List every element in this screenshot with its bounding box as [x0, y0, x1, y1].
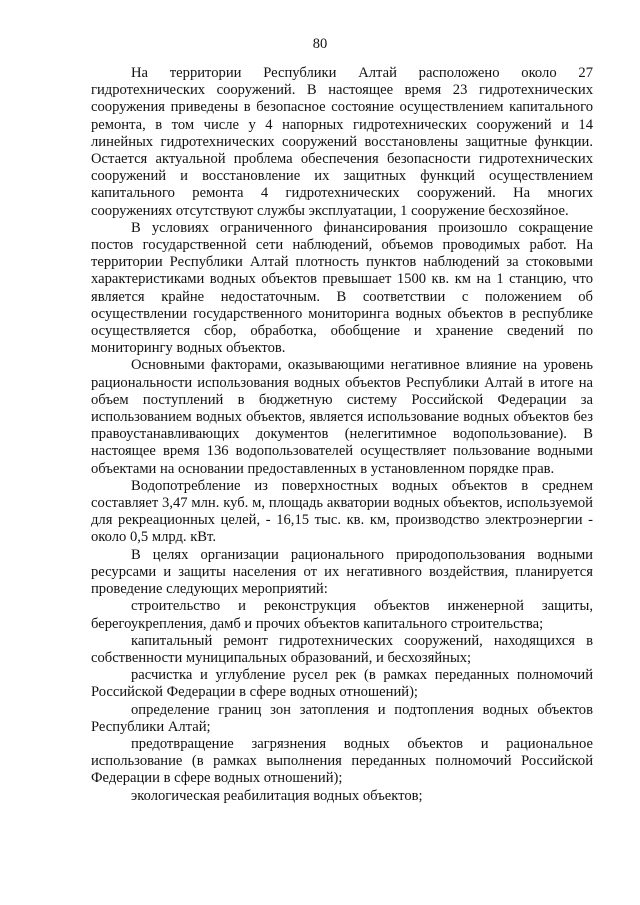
paragraph-water-consumption: Водопотребление из поверхностных водных объектов в среднем составляет 3,47 млн. куб. м, площадь акватории водных объектов, используемой для рекреационных целей, - 16,15 тыс. кв. км, производство электроэнергии - около 0,5 млрд. кВт.	[91, 477, 593, 546]
list-item-pollution-prevention: предотвращение загрязнения водных объектов и рациональное использование (в рамках выполнения переданных полномочий Российской Федерации в сфере водных отношений);	[91, 735, 593, 787]
list-item-rehabilitation: экологическая реабилитация водных объектов;	[131, 787, 423, 804]
list-item-capital-repair: капитальный ремонт гидротехнических сооружений, находящихся в собственности муниципальных образований, и бесхозяйных;	[91, 632, 593, 666]
list-item-riverbed-clearing: расчистка и углубление русел рек (в рамках переданных полномочий Российской Федерации в сфере водных отношений);	[91, 667, 593, 701]
paragraph-hydro-structures: На территории Республики Алтай расположено около 27 гидротехнических сооружений. В настоящее время 23 гидротехнических сооружения приведены в безопасное состояние осуществлением капитального ремонта, в том числе у 4 напорных гидротехнических сооружений и 14 линейных гидротехнических сооружений восстановлены защитные функции. Остается актуальной проблема обеспечения безопасности гидротехнических сооружений и восстановление их защитных функций осуществлением капитального ремонта 4 гидротехнических сооружений. На многих сооружениях отсутствуют службы эксплуатации, 1 сооружение бесхозяйное.	[91, 65, 593, 219]
page-number: 80	[312, 36, 328, 52]
document-body	[91, 65, 593, 805]
paragraph-negative-factors: Основными факторами, оказывающими негативное влияние на уровень рациональности использования водных объектов Республики Алтай в итоге на объем поступлений в бюджетную систему Российской Федерации за использованием водных объектов, является использование водных объектов без правоустанавливающих документов (нелегитимное водопользование). В настоящее время 136 водопользователей осуществляет пользование водными объектами на основании предоставленных в установленном порядке прав.	[91, 357, 593, 477]
list-item-construction: строительство и реконструкция объектов инженерной защиты, берегоукрепления, дамб и прочих объектов капитального строительства;	[91, 598, 593, 632]
list-item-flood-zones: определение границ зон затопления и подтопления водных объектов Республики Алтай;	[91, 701, 593, 735]
paragraph-monitoring: В условиях ограниченного финансирования произошло сокращение постов государственной сети наблюдений, объемов проводимых работ. На территории Республики Алтай плотность пунктов наблюдений за стоковыми характеристиками водных объектов превышает 1500 кв. км на 1 станцию, что является крайне недостаточным. В соответствии с положением об осуществлении государственного мониторинга водных объектов в республике осуществляется сбор, обработка, обобщение и хранение сведений по мониторингу водных объектов.	[91, 219, 593, 357]
paragraph-planned-measures: В целях организации рационального природопользования водными ресурсами и защиты населения от их негативного воздействия, планируется проведение следующих мероприятий:	[91, 546, 593, 598]
